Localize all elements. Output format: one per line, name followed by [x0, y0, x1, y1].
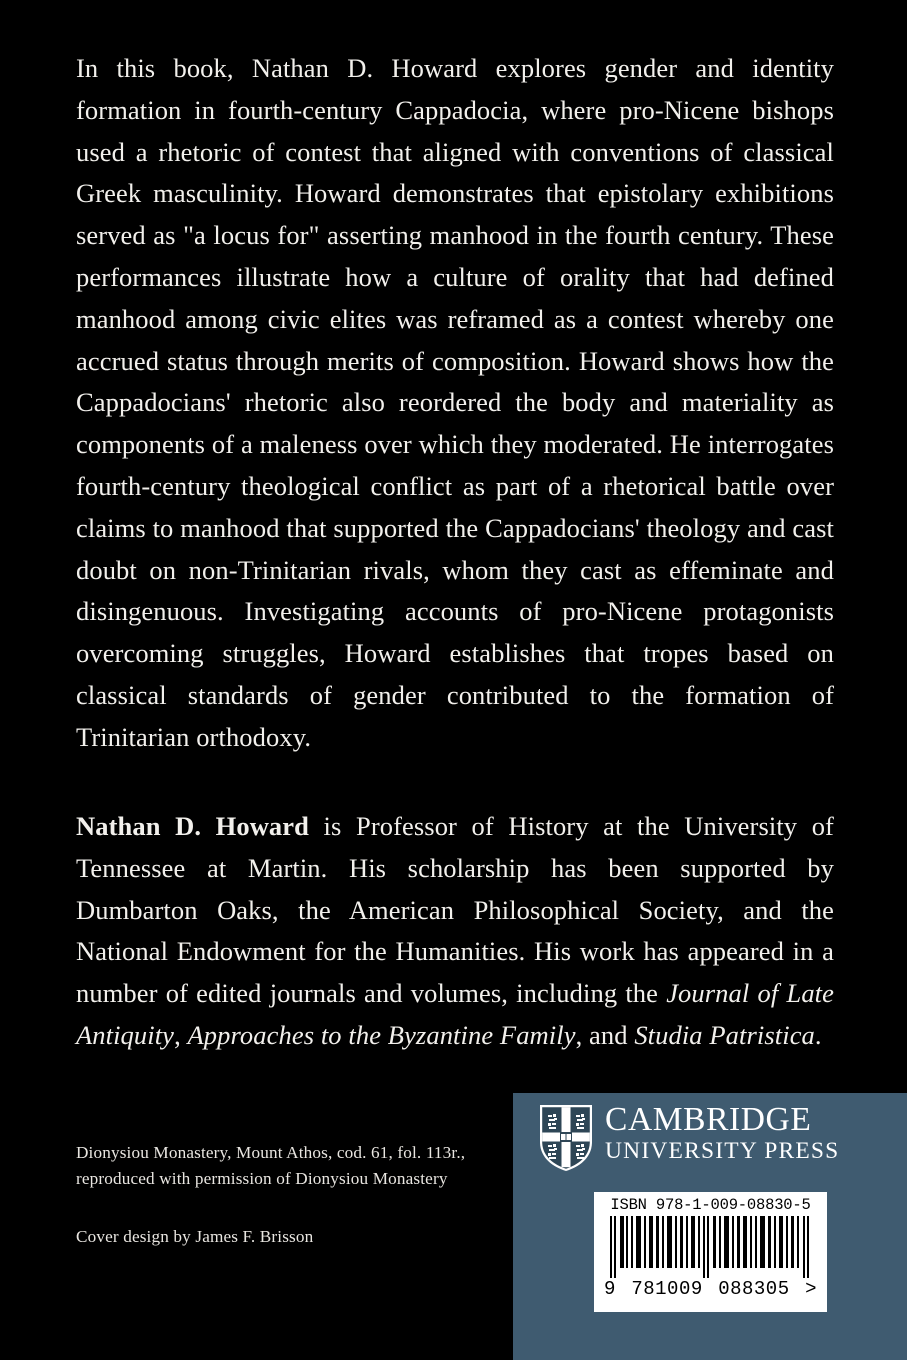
author-bio [76, 806, 834, 1057]
journal-title-2: Approaches to the Byzantine Family [187, 1019, 576, 1050]
image-credit: Dionysiou Monastery, Mount Athos, cod. 61, fol. 113r., reproduced with permission of Dionysiou Monastery [76, 1143, 466, 1188]
book-description-text: In this book, Nathan D. Howard explores gender and identity formation in fourth-century Cappadocia, where pro-Nicene bishops used a rhetoric of contest that aligned with conventions of classical Greek masculinity. Howard demonstrates that epistolary exhibitions served as "a locus for" asserting manhood in the fourth century. These performances illustrate how a culture of orality that had defined manhood among civic elites was reframed as a contest whereby one accrued status through merits of composition. Howard shows how the Cappadocians' rhetoric also reordered the body and materiality as components of a maleness over which they moderated. He interrogates fourth-century theological conflict as part of a rhetorical battle over claims to manhood that supported the Cappadocians' theology and cast doubt on non-Trinitarian rivals, whom they cast as effeminate and disingenuous. Investigating accounts of pro-Nicene protagonists overcoming struggles, Howard establishes that tropes based on classical standards of gender contributed to the formation of Trinitarian orthodoxy. [76, 53, 834, 752]
ean-right-group: 088305 [718, 1278, 790, 1300]
book-description [76, 48, 834, 759]
bio-separator-1: , [174, 1019, 188, 1050]
ean-left-group: 781009 [631, 1278, 703, 1300]
journal-title-3: Studia Patristica [634, 1019, 815, 1050]
cover-design-credit: Cover design by James F. Brisson [76, 1226, 314, 1246]
ean-digits [602, 1279, 819, 1300]
ean-prefix-digit: 9 [604, 1278, 616, 1300]
publisher-panel [513, 1093, 907, 1360]
publisher-name-line2: UNIVERSITY PRESS [605, 1138, 840, 1164]
isbn-barcode [594, 1192, 827, 1312]
isbn-label: ISBN 978-1-009-08830-5 [610, 1196, 811, 1214]
author-name: Nathan D. Howard [76, 811, 309, 841]
ean-suffix-symbol: > [805, 1278, 817, 1300]
journal-title-1: Journal of Late Antiquity [76, 978, 834, 1050]
publisher-wordmark [605, 1102, 839, 1165]
bio-separator-2: , and [575, 1019, 635, 1050]
publisher-name-line1: CAMBRIDGE [605, 1101, 812, 1138]
bio-end-period: . [814, 1019, 822, 1050]
barcode-bars-icon [602, 1216, 819, 1278]
publisher-logo [539, 1102, 839, 1172]
cover-credits [76, 1140, 476, 1249]
author-bio-part1: is Professor of History at the University of Tennessee at Martin. His scholarship has been supported by Dumbarton Oaks, the American Philosophical Society, and the National Endowment for the Humanities. His work has appeared in a number of edited journals and volumes, including the [76, 811, 834, 1009]
cambridge-crest-icon [539, 1104, 593, 1172]
author-bio-paragraph [76, 806, 834, 1057]
